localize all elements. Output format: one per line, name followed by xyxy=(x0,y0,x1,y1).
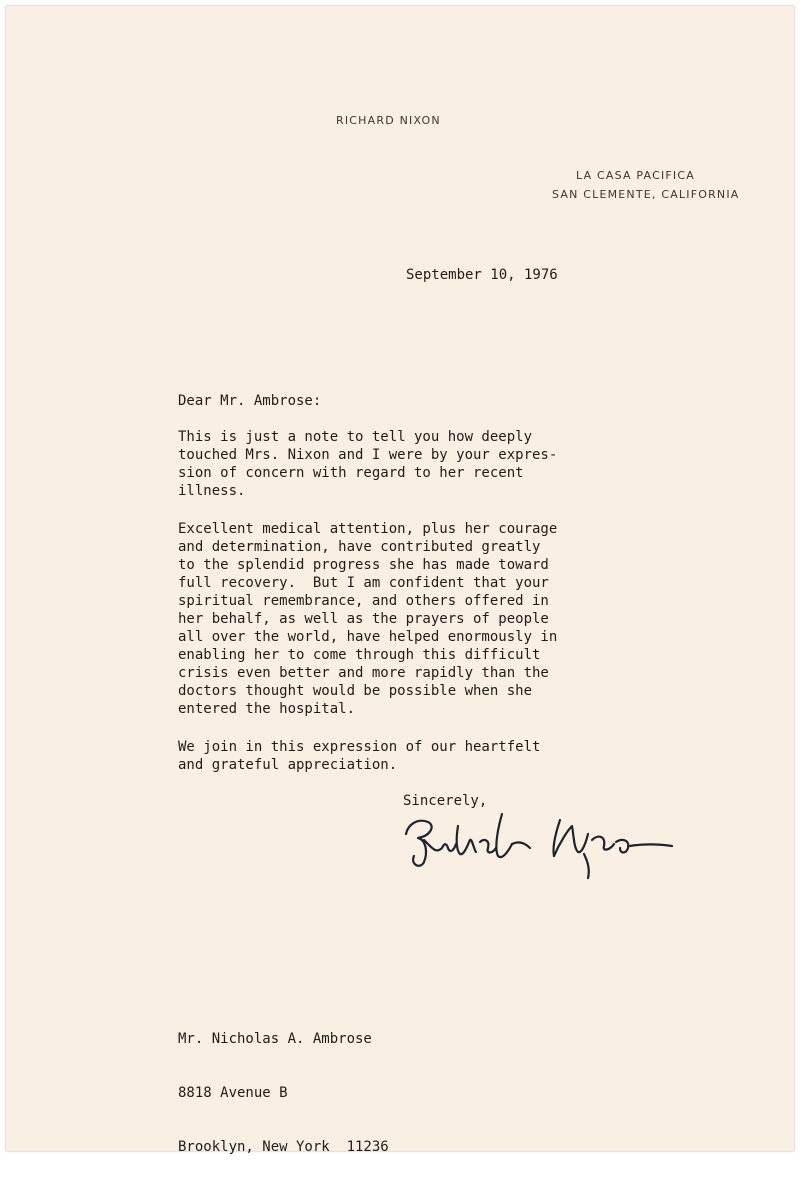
letterhead-address xyxy=(552,166,740,204)
letter-sheet xyxy=(6,6,794,1155)
salutation: Dear Mr. Ambrose: xyxy=(178,393,322,409)
paragraph-1: This is just a note to tell you how deeply touched Mrs. Nixon and I were by your expres- sion of concern with regard to her recent illness. xyxy=(178,429,558,499)
handwritten-signature xyxy=(384,804,674,884)
recipient-city: Brooklyn, New York 11236 xyxy=(178,1139,389,1155)
recipient-name: Mr. Nicholas A. Ambrose xyxy=(178,1031,372,1047)
paragraph-3: We join in this expression of our heartfelt and grateful appreciation. xyxy=(178,739,541,773)
letterhead-place-line2: SAN CLEMENTE, CALIFORNIA xyxy=(552,188,740,201)
closing: Sincerely, xyxy=(403,793,488,809)
recipient-street: 8818 Avenue B xyxy=(178,1085,288,1101)
letter-date: September 10, 1976 xyxy=(406,267,558,283)
recipient-address xyxy=(178,994,389,1192)
paragraph-2: Excellent medical attention, plus her courage and determination, have contributed greatly to the splendid progress she has made toward full recovery. But I am confident that your spiritual remembrance, and others offered in her behalf, as well as the prayers of people all over the world, have helped enormously in enabling her to come through this difficult crisis even better and more rapidly than the doctors thought would be possible when she entered the hospital. xyxy=(178,521,558,717)
letterhead-name: RICHARD NIXON xyxy=(336,114,441,127)
letterhead-place-line1: LA CASA PACIFICA xyxy=(576,169,695,182)
